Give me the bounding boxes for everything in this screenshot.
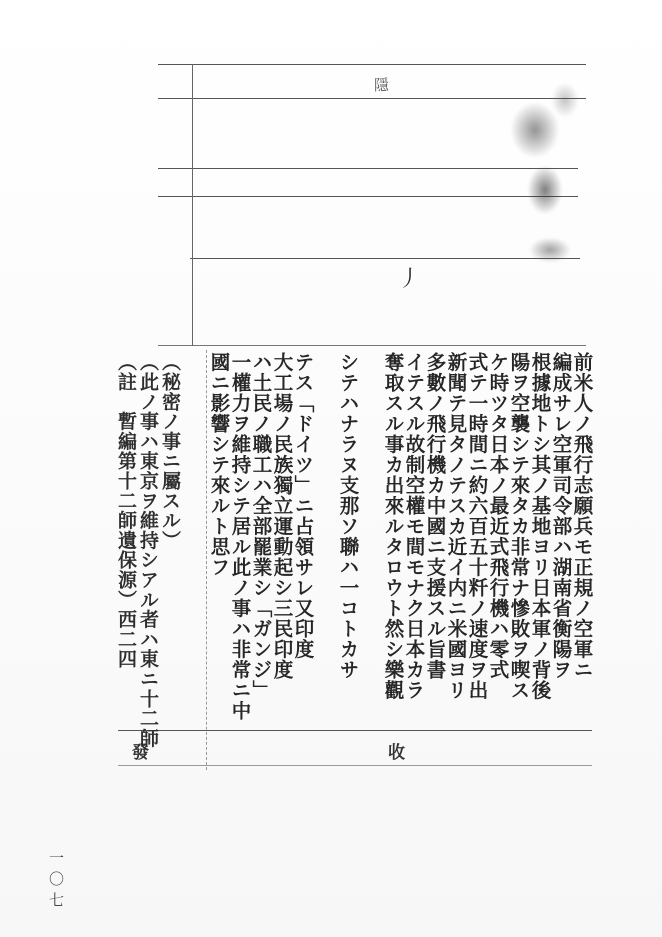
text-column: 多數ノ飛行機カ中國ニ支援スル旨書 [423, 352, 447, 680]
text-column: 國ニ影響シテ來ルト思フ [207, 352, 231, 578]
side-note: （此ノ事ハ東京ヲ維持シアル者ハ東ニ十二師 [137, 352, 159, 748]
ink-mark: 丿 [398, 267, 421, 292]
text-column: テス「ドイツ」ニ占領サレ又印度 [291, 352, 315, 660]
text-column: 新聞テ見タノテスカ近イ内ニ米國ヨリ [444, 352, 468, 701]
form-line [158, 345, 586, 346]
text-column: ハ土民ノ職工ハ全部罷業シ「ガンジ」 [249, 352, 273, 701]
text-column: 一權力ヲ維持シテ居ル此ノ事ハ非常ニ中 [228, 352, 252, 721]
ink-stain [490, 70, 590, 280]
form-bottom-line [118, 765, 592, 766]
form-top-line [158, 64, 586, 65]
text-column: 前米人ノ飛行志願兵モ正規ノ空軍ニ [570, 352, 594, 680]
text-column: 陽ヲ空襲シテ來タカ非常ナ慘敗ヲ喫ス [507, 352, 531, 701]
side-note: （秘密ノ事ニ屬スル） [159, 352, 181, 550]
form-divider [192, 64, 193, 346]
text-column: 編成サレ空軍司令部ハ湖南省衡陽ヲ [549, 352, 573, 680]
side-note: （註 暫編第十二師遺保源）西二四 [115, 352, 137, 669]
text-column: 大工場ノ民族獨立運動起シ三民印度 [270, 352, 294, 680]
text-column: イテスル故制空權モ間モナク日本カラ [402, 352, 426, 701]
text-column: 奪取スル事カ出來ルタロウト然シ樂觀 [381, 352, 405, 701]
footer-received-label: 收 [388, 743, 405, 763]
footer-sent-label: 發 [132, 743, 149, 763]
header-char: 隱 [374, 76, 390, 94]
text-column: 根據地トシ其ノ基地ヨリ日本軍ノ背後 [528, 352, 552, 701]
text-column: 式テ一時間ニ約六百五十粁ノ速度ヲ出 [465, 352, 489, 701]
text-column: ケ時ツタ日本ノ最近式飛行機ハ零式 [486, 352, 510, 680]
page-number: 一〇七 [47, 850, 65, 913]
form-dashed-divider [206, 350, 207, 770]
text-column: シテハナラヌ支那ソ聯ハ一コトカサ [336, 352, 360, 680]
form-bottom-line [118, 730, 592, 731]
